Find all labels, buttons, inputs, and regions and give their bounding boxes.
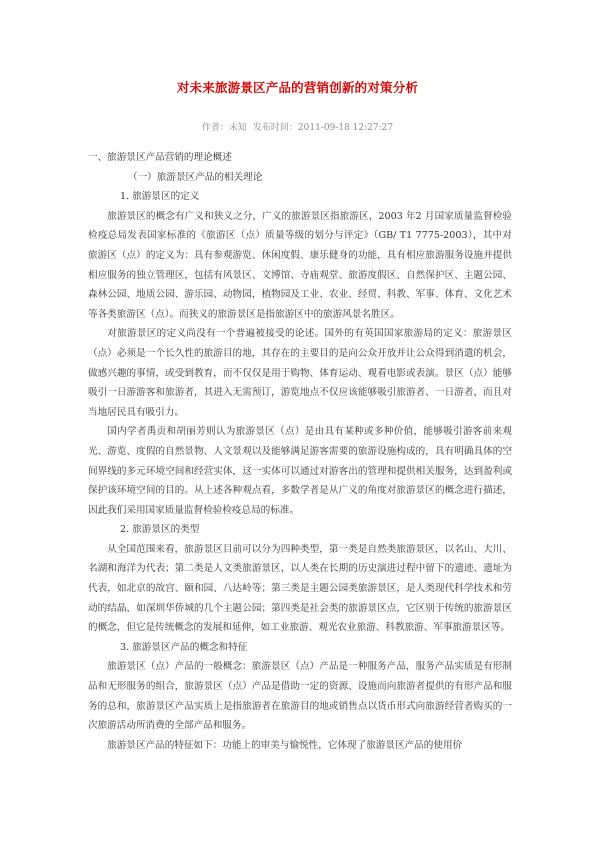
section-heading-1: 一、旅游景区产品营销的理论概述 — [88, 152, 232, 163]
item-heading-2: 2. 旅游景区的类型 — [120, 524, 200, 536]
article-title: 对未来旅游景区产品的营销创新的对策分析 — [176, 80, 419, 95]
paragraph-6: 旅游景区产品的特征如下：功能上的审美与愉悦性，它体现了旅游景区产品的使用价 — [107, 739, 463, 751]
time-label: 发布时间： — [252, 123, 298, 133]
paragraph-3: 国内学者禹贡和胡丽芳则认为旅游景区（点）是由具有某种或多种价值，能够吸引游客前来观光、游览、度假的自然景物、人文景观以及能够满足游客需要的旅游设施构成的，具有明确具体的空间界线的多元环境空间和经营实体，这一实体可以通过对游客出的管理和提供相关服务，达到盈利或保护该环境空间的目的。从上述各种观点看，多数学者是从广义的角度对旅游景区的概念进行描述，因此我们采用国家质量监督检验检疫总局的标准。 — [88, 426, 512, 516]
author-name: 未知 — [228, 123, 247, 133]
item-heading-1: 1. 旅游景区的定义 — [120, 191, 200, 203]
article-meta — [0, 120, 595, 133]
item-heading-3: 3. 旅游景区产品的概念和特征 — [120, 641, 248, 653]
publish-time: 2011-09-18 12:27:27 — [297, 123, 394, 133]
paragraph-1: 旅游景区的概念有广义和狭义之分，广义的旅游景区指旅游区，2003 年2 月国家质量监督检验检疫总局发表国家标准的《旅游区（点）质量等级的划分与评定》（GB/ T1 7775-2003），其中对旅游区（点）的定义为：具有参观游览、休闲度假、康乐健身的功能，具有相应旅游服务设施并提供相应服务的独立管理区，包括有风景区、文博馆、寺庙观堂、旅游度假区、自然保护区、主题公园、森林公园、地质公园、游乐园、动物园，植物园及工业、农业、经贸、科教、军事、体育、文化艺术等各类旅游区（点）。而狭义的旅游景区是指旅游区中的旅游风景名胜区。 — [88, 210, 512, 320]
article-body — [88, 148, 512, 755]
subsection-heading-1: （一）旅游景区产品的相关理论 — [128, 171, 263, 183]
author-label: 作者： — [201, 123, 229, 133]
paragraph-2: 对旅游景区的定义尚没有一个普遍被接受的论述。国外的有英国国家旅游局的定义：旅游景区（点）必须是一个长久性的旅游目的地，其存在的主要目的是向公众开放并让公众得到消遣的机会，做感兴趣的事情，或受到教育，而不仅仅是用于购物、体育运动、观看电影或表演。景区（点）能够吸引一日游游客和旅游者，其进入无需预订，游览地点不仅应该能够吸引旅游者、一日游者，而且对当地居民具有吸引力。 — [88, 328, 512, 418]
paragraph-4: 从全国范围来看，旅游景区目前可以分为四种类型，第一类是自然类旅游景区，以名山、大川、名湖和海洋为代表；第二类是人文类旅游景区，以人类在长期的历史演进过程中留下的遗迹、遗址为代表，如北京的故宫、颐和园、八达岭等；第三类是主题公园类旅游景区，是人类现代科学技术和劳动的结晶，如深圳华侨城的几个主题公园；第四类是社会类的旅游景区点，它区别于传统的旅游景区的概念，但它是传统概念的发展和延伸，如工业旅游、观光农业旅游、科教旅游、军事旅游景区等。 — [88, 543, 512, 634]
paragraph-5: 旅游景区（点）产品的一般概念：旅游景区（点）产品是一种服务产品，服务产品实质是有形制品和无形服务的组合，旅游景区（点）产品是借助一定的资源、设施而向旅游者提供的有形产品和服务的总和，旅游景区产品实质上是指旅游者在旅游目的地或销售点以货币形式向旅游经营者购买的一次旅游活动所消费的全部产品和服务。 — [88, 661, 512, 732]
